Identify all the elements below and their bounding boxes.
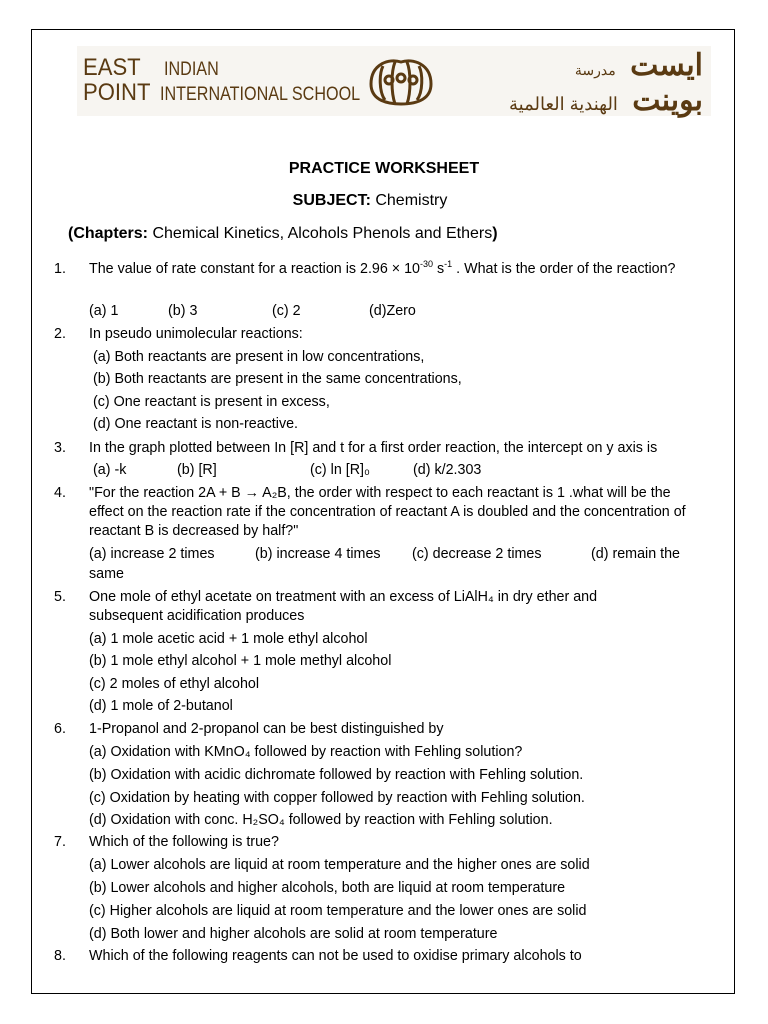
question-text: Which of the following reagents can not be used to oxidise primary alcohols to — [89, 948, 582, 964]
q4-option-d-continued: same — [89, 566, 124, 582]
school-header-banner — [77, 46, 711, 116]
worksheet-chapters — [68, 225, 498, 243]
question-text: In pseudo unimolecular reactions: — [89, 326, 303, 342]
q5-option-c: (c) 2 moles of ethyl alcohol — [89, 676, 260, 692]
chapters-value: Chemical Kinetics, Alcohols Phenols and Ethers — [148, 225, 493, 242]
school-logo-english — [83, 55, 396, 105]
chapters-close: ) — [492, 225, 498, 242]
question-number: 6. — [54, 721, 66, 737]
q7-option-b: (b) Lower alcohols and higher alcohols, both are liquid at room temperature — [89, 880, 566, 896]
q7-option-a: (a) Lower alcohols are liquid at room temperature and the higher ones are solid — [89, 857, 590, 873]
q1-text-c: . What is the order of the reaction? — [452, 261, 676, 277]
q4-option-a: (a) increase 2 times — [89, 546, 215, 562]
q2-option-b: (b) Both reactants are present in the same concentrations, — [93, 371, 462, 387]
question-number: 3. — [54, 440, 66, 456]
question-number: 1. — [54, 261, 66, 277]
q2-option-c: (c) One reactant is present in excess, — [93, 394, 330, 410]
q6-option-d: (d) Oxidation with conc. H₂SO₄ followed by reaction with Fehling solution. — [89, 812, 553, 828]
q6-option-c: (c) Oxidation by heating with copper followed by reaction with Fehling solution. — [89, 790, 585, 806]
question-text: "For the reaction 2A + B → A₂B, the order with respect to each reactant is 1 .what will be the effect on the reaction rate if the concentration of reactant A is doubled and the concentration of reactant B is decreased by half?" — [89, 485, 686, 539]
question-number: 5. — [54, 589, 66, 605]
question-text: 1-Propanol and 2-propanol can be best distinguished by — [89, 721, 444, 737]
q7-option-d: (d) Both lower and higher alcohols are solid at room temperature — [89, 926, 498, 942]
question-number: 8. — [54, 948, 66, 964]
q1-option-a: (a) 1 — [89, 303, 119, 319]
school-emblem-icon — [365, 54, 437, 108]
q3-option-d: (d) k/2.303 — [413, 462, 482, 478]
q5-option-b: (b) 1 mole ethyl alcohol + 1 mole methyl alcohol — [89, 653, 392, 669]
logo-point: POINT — [83, 79, 151, 106]
question-number: 2. — [54, 326, 66, 342]
q3-option-b: (b) [R] — [177, 462, 217, 478]
logo-east: EAST — [83, 54, 141, 81]
q4-option-b: (b) increase 4 times — [255, 546, 381, 562]
q1-option-b: (b) 3 — [168, 303, 198, 319]
q1-option-d: (d)Zero — [369, 303, 416, 319]
q1-text-b: s — [433, 261, 445, 277]
q1-option-c: (c) 2 — [272, 303, 301, 319]
q4-option-c: (c) decrease 2 times — [412, 546, 542, 562]
chapters-open: (Chapters: — [68, 225, 149, 242]
q1-exponent: -30 — [420, 259, 434, 270]
q7-option-c: (c) Higher alcohols are liquid at room temperature and the lower ones are solid — [89, 903, 587, 919]
q5-option-d: (d) 1 mole of 2-butanol — [89, 698, 233, 714]
q1-unit-exponent: -1 — [444, 259, 453, 270]
worksheet-title: PRACTICE WORKSHEET — [288, 160, 480, 177]
question-text: One mole of ethyl acetate on treatment with an excess of LiAlH₄ in dry ether and subsequent acidification produces — [89, 589, 598, 624]
question-number: 4. — [54, 485, 66, 501]
logo-international-school: INTERNATIONAL SCHOOL — [160, 84, 361, 105]
logo-ar-big1: ايست — [630, 49, 703, 82]
q2-option-d: (d) One reactant is non-reactive. — [93, 416, 299, 432]
subject-label: SUBJECT: — [292, 192, 371, 209]
school-logo-arabic — [509, 50, 703, 119]
logo-indian: INDIAN — [163, 59, 219, 80]
question-text — [89, 260, 679, 279]
q3-option-c: (c) ln [R]₀ — [310, 462, 370, 478]
q1-text-a: The value of rate constant for a reaction is 2.96 × 10 — [89, 261, 421, 277]
logo-ar-small2: الهندية العالمية — [508, 94, 618, 114]
logo-ar-small1: مدرسة — [574, 62, 616, 78]
subject-value: Chemistry — [370, 192, 448, 209]
question-text: Which of the following is true? — [89, 834, 279, 850]
q6-option-a: (a) Oxidation with KMnO₄ followed by reaction with Fehling solution? — [89, 744, 523, 760]
question-number: 7. — [54, 834, 66, 850]
logo-ar-big2: بوينت — [632, 84, 703, 117]
question-text: In the graph plotted between In [R] and t for a first order reaction, the intercept on y axis is — [89, 440, 658, 456]
worksheet-subject — [0, 192, 740, 210]
q5-option-a: (a) 1 mole acetic acid + 1 mole ethyl alcohol — [89, 631, 368, 647]
q4-option-d: (d) remain the — [591, 546, 680, 562]
q2-option-a: (a) Both reactants are present in low concentrations, — [93, 349, 425, 365]
q6-option-b: (b) Oxidation with acidic dichromate followed by reaction with Fehling solution. — [89, 767, 584, 783]
q3-option-a: (a) -k — [93, 462, 127, 478]
